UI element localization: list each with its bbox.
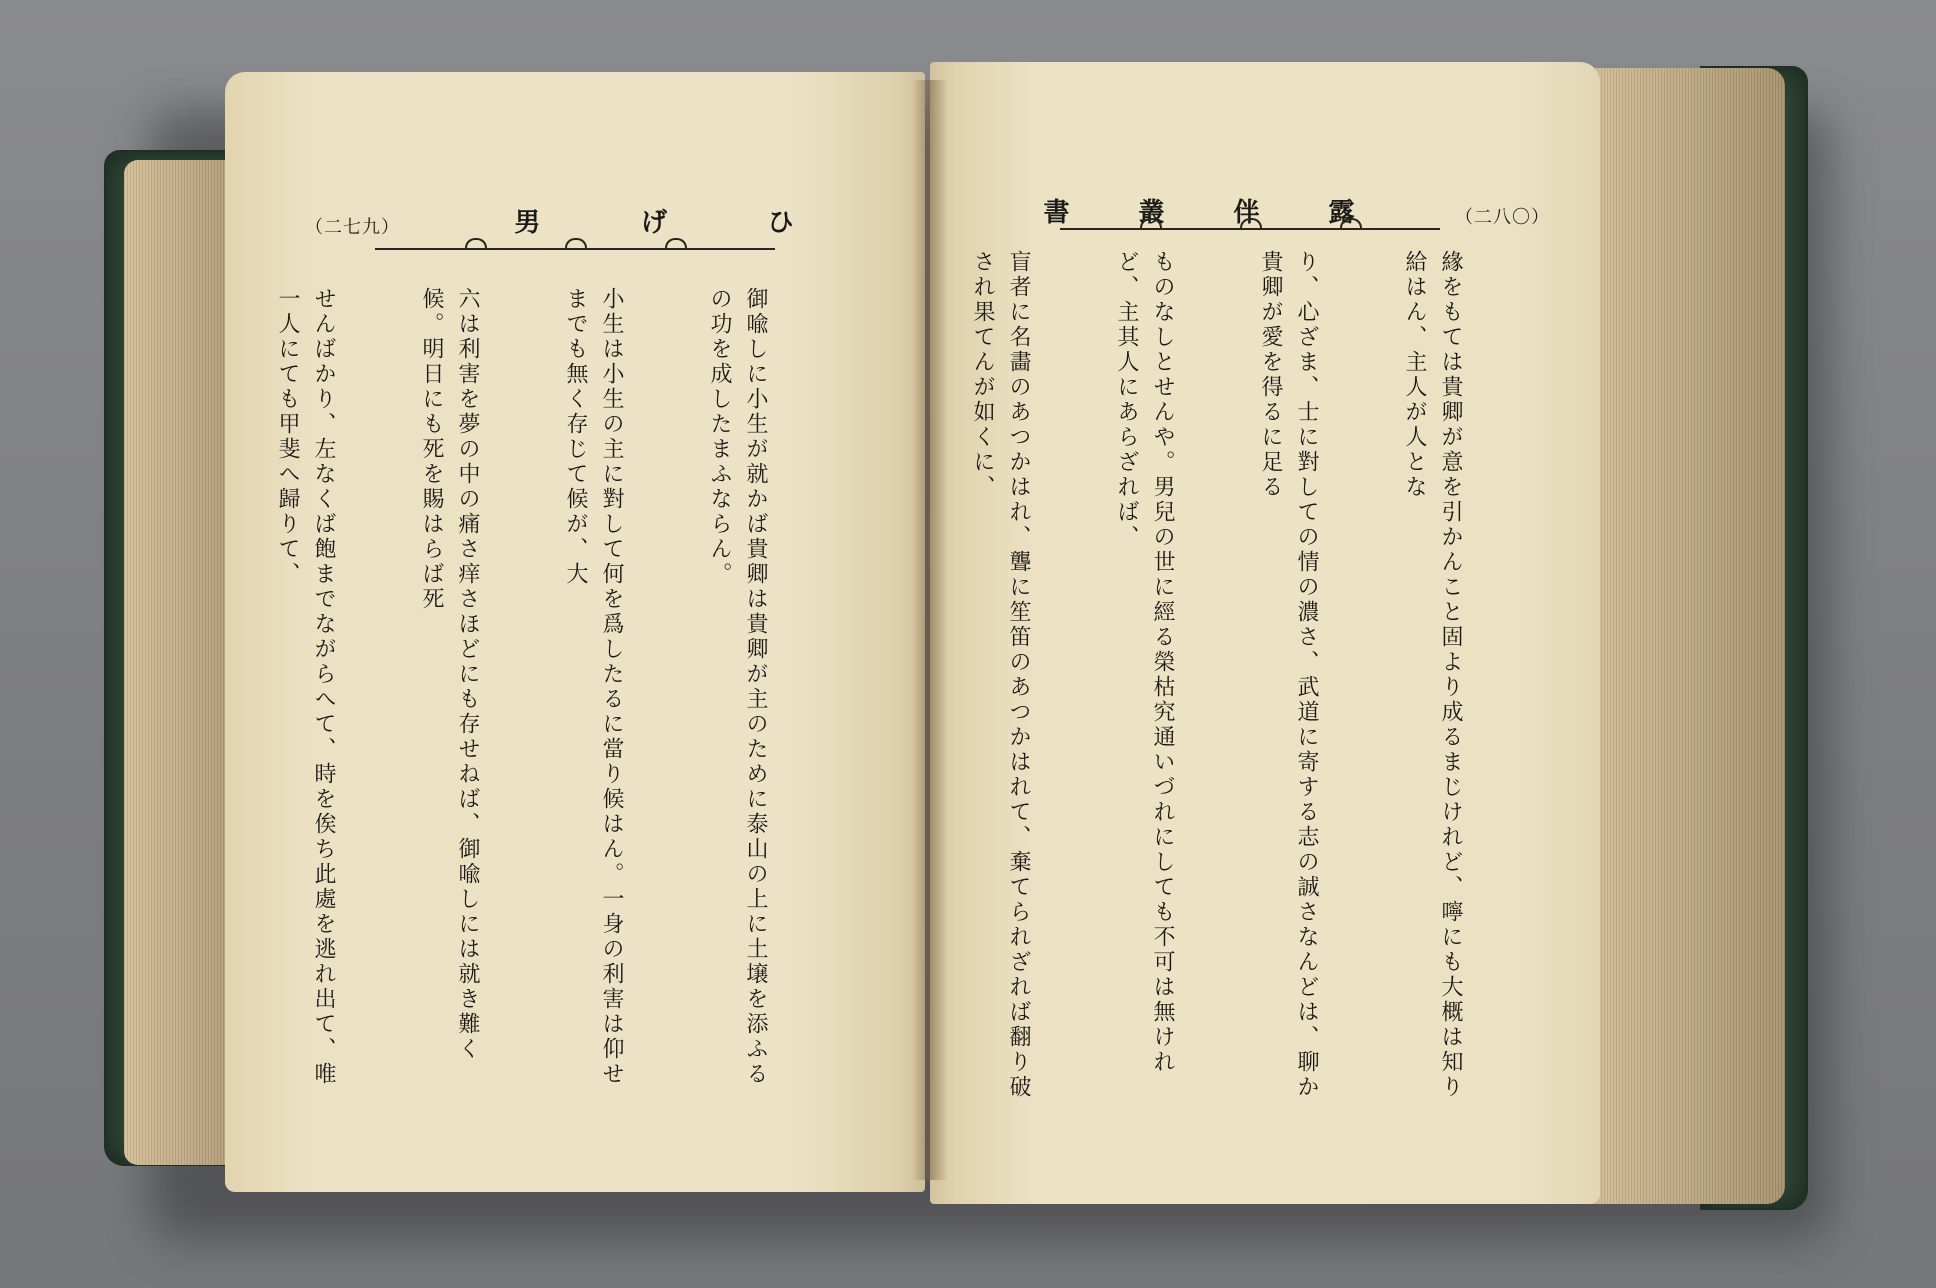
ornament-icon bbox=[1340, 218, 1362, 229]
ornament-icon bbox=[1140, 218, 1162, 229]
text-column: せんばかり、左なくば飽までながらへて、時を俟ち此處を逃れ出て、唯一人にても甲斐へ歸りて、 bbox=[275, 287, 336, 1087]
right-head-rule bbox=[1060, 228, 1440, 230]
text-column: 緣をもては貴卿が意を引かんこと固より成るまじけれど、嚀にも大概は知り給はん、主人が人とな bbox=[1402, 250, 1463, 1100]
running-title-char: 露 bbox=[1328, 198, 1357, 228]
text-column: ものなしとせんや。男兒の世に經る榮枯究通いづれにしても不可は無けれど、主其人にあらざれば、 bbox=[1114, 250, 1175, 1075]
text-column: 御喩しに小生が就かば貴卿は貴卿が主のために泰山の上に土壌を添ふるの功を成したまふならん。 bbox=[707, 287, 768, 1087]
page-edges-right bbox=[1580, 68, 1785, 1204]
ornament-icon bbox=[465, 238, 487, 249]
book-gutter bbox=[912, 80, 948, 1180]
running-title-char: 伴 bbox=[1233, 198, 1262, 228]
text-column: 六は利害を夢の中の痛さ痒さほどにも存せねば、御喩しには就き難く候。明日にも死を賜はらば死 bbox=[419, 287, 480, 1062]
text-column: 盲者に名畵のあつかはれ、聾に笙笛のあつかはれて、棄てられざれば翻り破され果てんが如くに、 bbox=[970, 250, 1031, 1100]
ornament-icon bbox=[565, 238, 587, 249]
right-folio: （二八〇） bbox=[1455, 207, 1550, 228]
running-title-char: ひ bbox=[767, 208, 796, 238]
right-running-title bbox=[1010, 192, 1390, 229]
left-page bbox=[225, 72, 925, 1192]
ornament-icon bbox=[1240, 218, 1262, 229]
running-title-char: 叢 bbox=[1138, 198, 1167, 228]
text-column: 小生は小生の主に對して何を爲したるに當り候はん。一身の利害は仰せまでも無く存じて候が、大 bbox=[563, 287, 624, 1087]
left-running-head bbox=[305, 202, 845, 239]
text-column: り、心ざま、士に對しての情の濃さ、武道に寄する志の誠さなんどは、聊か貴卿が愛を得るに足る bbox=[1258, 250, 1319, 1100]
running-title-char: げ bbox=[640, 208, 669, 238]
left-running-title bbox=[465, 202, 845, 239]
right-running-head bbox=[1010, 192, 1550, 229]
ornament-icon bbox=[665, 238, 687, 249]
running-title-char: 書 bbox=[1043, 198, 1072, 228]
right-text-body bbox=[930, 250, 1540, 1110]
left-folio: （二七九） bbox=[305, 217, 400, 238]
right-page bbox=[930, 62, 1600, 1204]
left-text-body bbox=[225, 287, 845, 1087]
running-title-char: 男 bbox=[514, 208, 543, 238]
left-head-rule bbox=[375, 248, 775, 250]
